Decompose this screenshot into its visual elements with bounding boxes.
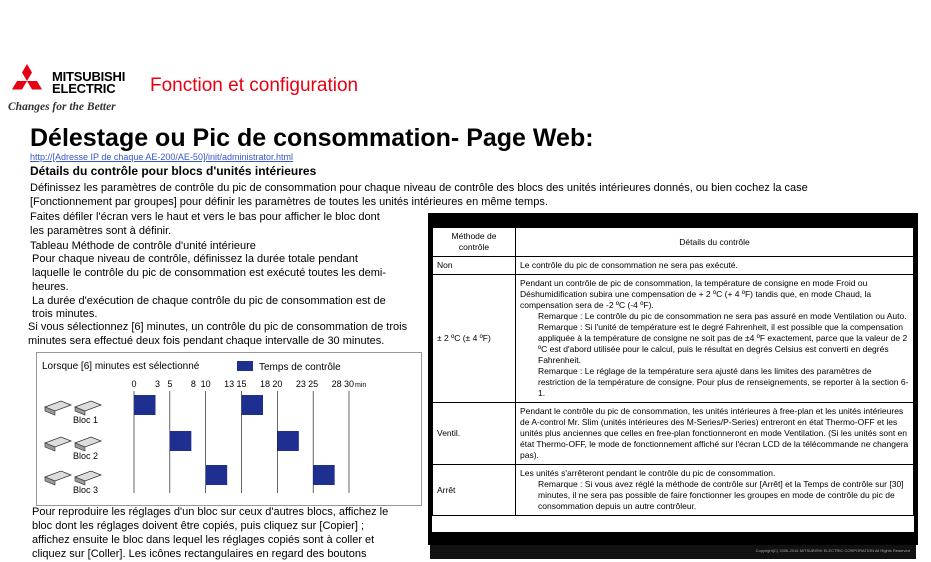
- timing-diagram: [36, 352, 422, 506]
- indoor-unit-icon: [75, 471, 101, 485]
- indoor-unit-icon: [45, 471, 71, 485]
- tick-label: 8: [190, 379, 196, 389]
- legend-swatch: [237, 361, 253, 371]
- mitsubishi-logo: [8, 64, 138, 114]
- table-row: [433, 257, 914, 275]
- diagram-caption: Lorsque [6] minutes est sélectionné: [42, 361, 200, 372]
- axis-unit-label: min: [355, 382, 367, 389]
- timing-chart: [37, 353, 421, 505]
- method-non: Non: [433, 257, 516, 275]
- indoor-unit-icon: [45, 437, 71, 451]
- logo-wordmark-line1: MITSUBISHI: [52, 69, 126, 84]
- table-header-row: [433, 228, 914, 257]
- legend-label: Temps de contrôle: [259, 362, 341, 373]
- details-text: Les unités s'arrêteront pendant le contrôle du pic de consommation.: [520, 468, 776, 478]
- table-method-heading: Tableau Méthode de contrôle d'unité intérieure: [30, 240, 256, 252]
- tick-label: 23: [295, 379, 306, 389]
- tick-label: 18: [259, 379, 271, 389]
- control-method-table: [432, 227, 914, 516]
- control-time-bar: [134, 395, 156, 415]
- remark: Remarque : Le contrôle du pic de consommation ne sera pas assuré en mode Ventilation ou Auto.: [538, 311, 907, 321]
- bloc-label: Bloc 1: [73, 415, 99, 425]
- details-non: Le contrôle du pic de consommation ne sera pas exécuté.: [516, 257, 914, 275]
- method-ventil: Ventil.: [433, 403, 516, 465]
- tick-label: 0: [131, 379, 137, 389]
- tick-label: 15: [236, 379, 247, 389]
- details-plus-minus-2c: [516, 275, 914, 403]
- bloc-label: Bloc 3: [73, 485, 99, 495]
- logo-wordmark-line2: ELECTRIC: [52, 81, 116, 96]
- header-details: Détails du contrôle: [516, 228, 914, 257]
- six-minutes-line-1: Si vous sélectionnez [6] minutes, un contrôle du pic de consommation de trois: [28, 321, 408, 333]
- table-row: [433, 465, 914, 516]
- intro-line-1: Définissez les paramètres de contrôle du pic de consommation pour chaque niveau de contrôle des blocs des unités intérieures donnés, ou bien cochez la case: [30, 182, 808, 194]
- tick-label: 25: [308, 379, 319, 389]
- remark: Remarque : Si l'unité de température est le degré Fahrenheit, il est possible que la compensation appliquée à la température de consigne ne soit pas de ±4 ºF exactement, parce que la valeur de 2 ºC est d'abord utilisée pour le calcul, puis le résultat en degrés Celsius est converti en degrés Fahrenheit.: [538, 322, 908, 365]
- six-minutes-line-2: minutes sera effectué deux fois pendant chaque intervalle de 30 minutes.: [28, 335, 385, 347]
- indoor-unit-icon: [45, 401, 71, 415]
- control-method-table-wrapper: [428, 213, 918, 545]
- three-diamonds-icon: [8, 64, 46, 98]
- copy-line-1: Pour reproduire les réglages d'un bloc sur ceux d'autres blocs, affichez le: [32, 506, 389, 518]
- tick-label: 13: [224, 379, 235, 389]
- table-row: [433, 403, 914, 465]
- indoor-unit-icon: [75, 437, 101, 451]
- details-arret: [516, 465, 914, 516]
- page-title: Délestage ou Pic de consommation- Page Web:: [30, 124, 594, 152]
- intro-line-2: [Fonctionnement par groupes] pour définir les paramètres de toutes les unités intérieures en même temps.: [30, 196, 548, 208]
- bloc-label: Bloc 2: [73, 451, 99, 461]
- tick-label: 5: [167, 379, 173, 389]
- remark: Remarque : Si vous avez réglé la méthode de contrôle sur [Arrêt] et la Temps de contrôle sur [30] minutes, il ne sera pas possible de faire fonctionner les groupes en mode de contrôle du pic de consommation depuis un autre contrôleur.: [538, 479, 904, 511]
- indoor-unit-icon: [75, 401, 101, 415]
- control-time-bar: [242, 395, 264, 415]
- control-time-bar: [313, 465, 335, 485]
- tick-label: 3: [154, 379, 161, 389]
- details-text: Pendant un contrôle de pic de consommation, la température de consigne en mode Froid ou Déshumidification subira une compensation de + 2 ºC (+ 4 ºF) tandis que, en mode Chaud, la compensation sera de -2 ºC (-4 ºF).: [520, 278, 872, 310]
- control-time-bar: [206, 465, 228, 485]
- details-ventil: Pendant le contrôle du pic de consommation, les unités intérieures à free-plan et les unités intérieures de A-control Mr. Slim (unités intérieures des M-Series/P-Series) entreront en état Thermo-OFF et les unités plus anciennes que celles en free-plan fonctionneront en mode Ventilation. (Si les unités sont en état Thermo-OFF, le mode de fonctionnement affiché sur l'écran LCD de la télécommande ne changera pas).: [516, 403, 914, 465]
- scroll-line-1: Faites défiler l'écran vers le haut et vers le bas pour afficher le bloc dont: [30, 211, 380, 223]
- tick-label: 30: [343, 379, 355, 389]
- scroll-line-2: les paramètres sont à définir.: [30, 225, 172, 237]
- tick-label: 10: [200, 379, 211, 389]
- control-time-bar: [277, 431, 299, 451]
- level-line-2: laquelle le contrôle du pic de consommation est exécuté toutes les demi-: [32, 267, 387, 279]
- copy-line-4: cliquez sur [Coller]. Les icônes rectangulaires en regard des boutons: [32, 548, 367, 560]
- copy-line-2: bloc dont les réglages doivent être copiés, puis cliquez sur [Copier] ;: [32, 520, 365, 532]
- admin-url-link[interactable]: http://[Adresse IP de chaque AE-200/AE-50]/init/administrator.html: [30, 152, 293, 162]
- tick-label: 28: [331, 379, 342, 389]
- section-title: Fonction et configuration: [150, 75, 359, 96]
- remark: Remarque : Le réglage de la température sera ajusté dans les limites des paramètres de restriction de la température de consigne. Pour plus de renseignements, se reporter à la section 6-1.: [538, 366, 909, 398]
- copy-line-3: affichez ensuite le bloc dans lequel les réglages copiés sont à coller et: [32, 534, 375, 546]
- duration-line-2: trois minutes.: [32, 308, 98, 320]
- logo-tagline: Changes for the Better: [8, 101, 116, 113]
- tick-label: 20: [272, 379, 283, 389]
- method-plus-minus-2c: ± 2 ºC (± 4 ºF): [433, 275, 516, 403]
- header-method: Méthode de contrôle: [433, 228, 516, 257]
- method-arret: Arrêt: [433, 465, 516, 516]
- level-line-1: Pour chaque niveau de contrôle, définissez la durée totale pendant: [32, 253, 358, 265]
- section-subtitle: Détails du contrôle pour blocs d'unités intérieures: [30, 164, 317, 178]
- level-line-3: heures.: [32, 281, 69, 293]
- table-row: [433, 275, 914, 403]
- footer-copyright: Copyright(C) 2006-2016 MITSUBISHI ELECTRIC CORPORATION All Rights Reserved: [430, 545, 916, 559]
- control-time-bar: [170, 431, 192, 451]
- duration-line-1: La durée d'exécution de chaque contrôle du pic de consommation est de: [32, 295, 386, 307]
